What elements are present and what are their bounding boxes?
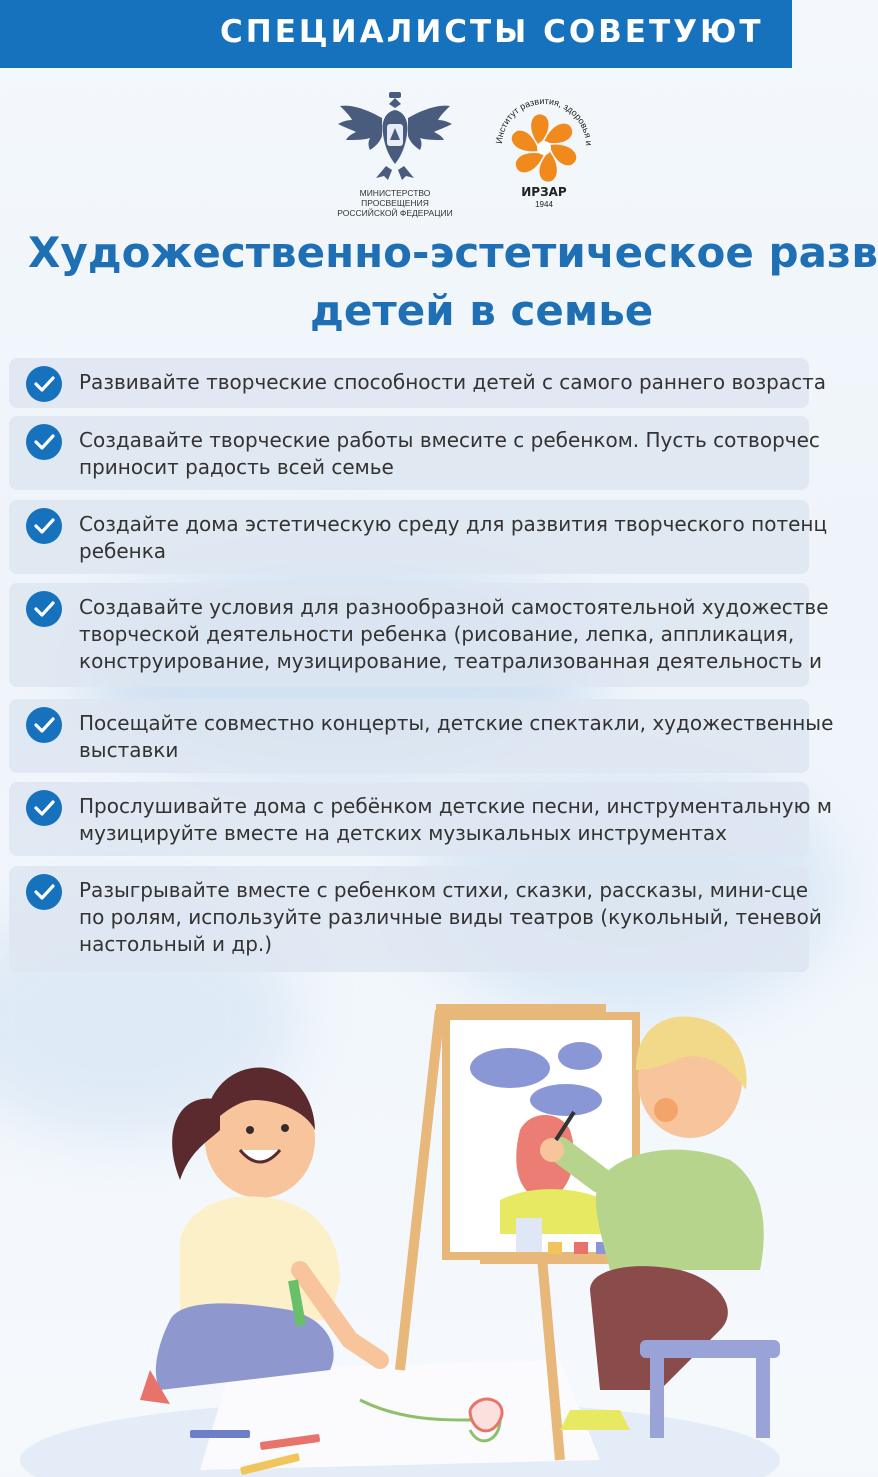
tip-item	[9, 583, 829, 687]
header-title: СПЕЦИАЛИСТЫ СОВЕТУЮТ	[220, 14, 764, 50]
tip-text	[79, 710, 834, 764]
checkmark-icon	[26, 790, 62, 826]
tip-text-line: приносит радость всей семье	[79, 455, 394, 479]
double-eagle-emblem-icon	[326, 88, 464, 184]
tip-text-line: настольный и др.)	[79, 932, 273, 956]
tip-text-line: по ролям, используйте различные виды театров (кукольный, теневой	[79, 905, 822, 929]
tip-text	[79, 877, 822, 958]
tip-item	[9, 500, 828, 574]
tip-text	[79, 369, 827, 396]
ministry-caption-line2: РОССИЙСКОЙ ФЕДЕРАЦИИ	[337, 208, 453, 218]
tip-text-line: Создавайте творческие работы вмесите с ребенком. Пусть сотворчес	[79, 428, 820, 452]
girl-figure	[140, 1068, 380, 1405]
checkmark-icon	[26, 707, 62, 743]
header-banner	[0, 0, 792, 68]
tip-item	[9, 866, 822, 972]
children-drawing-illustration	[0, 990, 792, 1473]
tip-text	[79, 427, 820, 481]
spiral-flower-icon	[509, 111, 579, 184]
tip-text	[79, 511, 828, 565]
tip-text-line: конструирование, музицирование, театрализованная деятельность и	[79, 649, 822, 673]
tip-item	[9, 782, 832, 856]
tip-item	[9, 699, 834, 773]
tip-text-line: творческой деятельности ребенка (рисование, лепка, аппликация,	[79, 622, 795, 646]
tip-text	[79, 594, 829, 675]
tip-item	[9, 358, 827, 408]
ministry-caption-line1: МИНИСТЕРСТВО ПРОСВЕЩЕНИЯ	[359, 188, 431, 208]
checkmark-icon	[26, 508, 62, 544]
tip-text-line: выставки	[79, 738, 179, 762]
tip-text-line: Создайте дома эстетическую среду для развития творческого потенц	[79, 512, 828, 536]
checkmark-icon	[26, 591, 62, 627]
irzar-year: 1944	[535, 200, 553, 209]
tip-item	[9, 416, 820, 490]
tip-text-line: Прослушивайте дома с ребёнком детские песни, инструментальную м	[79, 794, 832, 818]
checkmark-icon	[26, 874, 62, 910]
tip-text-line: ребенка	[79, 539, 167, 563]
tip-text-line: Создавайте условия для разнообразной самостоятельной художестве	[79, 595, 829, 619]
tip-text-line: Разыгрывайте вместе с ребенком стихи, сказки, рассказы, мини-сце	[79, 878, 809, 902]
ministry-logo	[326, 88, 464, 218]
tip-text	[79, 793, 832, 847]
tip-text-line: Посещайте совместно концерты, детские спектакли, художественные	[79, 711, 834, 735]
irzar-name: ИРЗАР	[521, 185, 567, 199]
tip-text-line: Развивайте творческие способности детей с самого раннего возраста	[79, 370, 827, 394]
checkmark-icon	[26, 424, 62, 460]
tip-text-line: музицируйте вместе на детских музыкальных инструментах	[79, 821, 728, 845]
page-title-line1: Художественно-эстетическое разв	[28, 228, 878, 277]
irzar-logo	[488, 86, 600, 210]
page-title-line2: детей в семье	[310, 286, 654, 335]
irzar-arc-text: Институт развития, здоровья и	[493, 95, 595, 147]
ministry-caption	[326, 188, 464, 218]
checkmark-icon	[26, 366, 62, 402]
